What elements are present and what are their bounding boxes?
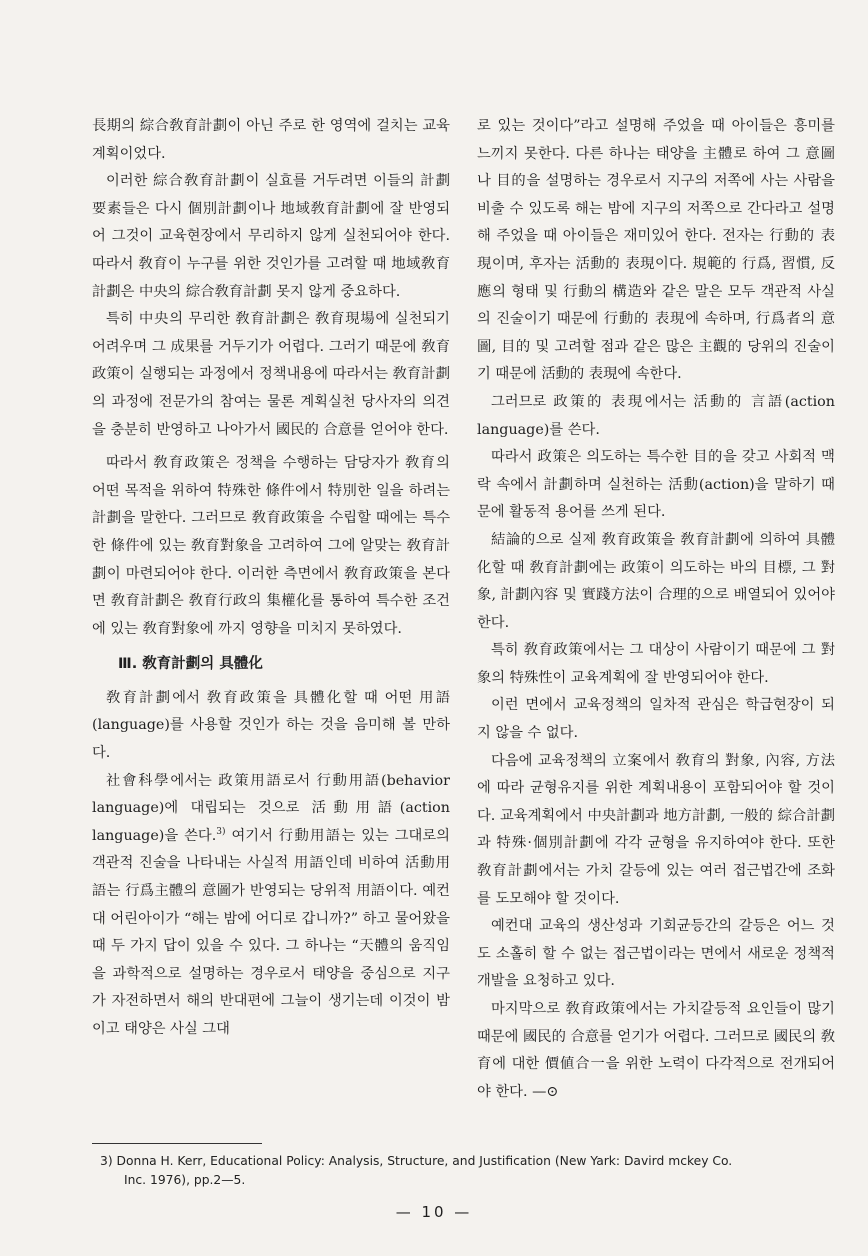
section-heading: Ⅲ. 敎育計劃의 具體化 — [118, 656, 263, 673]
left-column — [92, 113, 450, 1044]
footnote-marker: 3) — [216, 827, 226, 838]
paragraph: 특히 中央의 무리한 敎育計劃은 敎育現場에 실천되기 어려우며 그 成果를 거두기가 어렵다. 그러기 때문에 敎育政策이 실행되는 과정에서 정책내용에 따라서는 敎育計劃의 과정에 전문가의 참여는 물론 계획실천 당사자의 의견을 충분히 반영하고 나아가서 國民的 合意를 얻어야 한다. — [92, 311, 450, 438]
paragraph — [92, 768, 450, 1044]
paragraph-text: 여기서 行動用語는 있는 그대로의 객관적 진술을 나타내는 사실적 用語인데 비하여 活動用語는 行爲主體의 意圖가 반영되는 당위적 用語이다. 예컨대 어린아이가 “해는 밤에 어디로 갑니까?” 하고 물어왔을 때 두 가지 답이 있을 수 있다. 그 하나는 “天體의 움직임을 과학적으로 설명하는 경우로서 태양을 중심으로 지구가 자전하면서 해의 반대편에 그늘이 생기는데 이것이 밤이고 태양은 사실 그대 — [92, 827, 450, 1037]
right-column — [477, 113, 835, 1106]
paragraph: 이러한 綜合敎育計劃이 실효를 거두려면 이들의 計劃要素들은 다시 個別計劃이나 地域敎育計劃에 잘 반영되어 그것이 교육현장에서 무리하지 않게 실천되어야 한다. 따라서 敎育이 누구를 위한 것인가를 고려할 때 地域敎育計劃은 中央의 綜合敎育計劃 못지 않게 중요하다. — [92, 173, 450, 300]
paragraph: 예컨대 교육의 생산성과 기회균등간의 갈등은 어느 것도 소홀히 할 수 없는 접근법이라는 면에서 새로운 정책적 개발을 요청하고 있다. — [477, 918, 835, 990]
footnote — [100, 1152, 840, 1190]
paragraph: 특히 敎育政策에서는 그 대상이 사람이기 때문에 그 對象의 特殊性이 교육계획에 잘 반영되어야 한다. — [477, 642, 835, 686]
page-number: — 10 — — [395, 1203, 473, 1221]
paragraph: 이런 면에서 교육정책의 일차적 관심은 학급현장이 되지 않을 수 없다. — [477, 697, 835, 742]
paragraph: 따라서 政策은 의도하는 특수한 目的을 갖고 사회적 맥락 속에서 計劃하며 실천하는 活動(action)을 말하기 때문에 활동적 용어를 쓰게 된다. — [477, 449, 835, 521]
paragraph: 敎育計劃에서 敎育政策을 具體化할 때 어떤 用語(language)를 사용할 것인가 하는 것을 음미해 볼 만하다. — [92, 689, 450, 762]
footnote-line: 3) Donna H. Kerr, Educational Policy: Analysis, Structure, and Justification (New Yark: Davird mckey Co. — [100, 1154, 733, 1168]
paragraph: 로 있는 것이다”라고 설명해 주었을 때 아이들은 흥미를 느끼지 못한다. 다른 하나는 태양을 主體로 하여 그 意圖나 目的을 설명하는 경우로서 지구의 저쪽에 사는 사람을 비출 수 있도록 해는 밤에 지구의 저쪽으로 간다라고 설명해 주었을 때 아이들은 재미있어 한다. 전자는 行動的 表現이며, 후자는 活動的 表現이다. 規範的 行爲, 習慣, 反應의 형태 및 行動의 構造와 같은 말은 모두 객관적 사실의 진술이기 때문에 行動的 表現에 속하며, 行爲者의 意圖, 目的 및 고려할 점과 같은 많은 主觀的 당위의 진술이기 때문에 活動的 表現에 속한다. — [477, 118, 835, 383]
paragraph-text: 社會科學에서는 政策用語로서 行動用語(behavior language)에 대립되는 것으로 活動用語(action language)을 쓴다. — [92, 772, 450, 844]
paragraph: 다음에 교육정책의 立案에서 敎育의 對象, 內容, 方法에 따라 균형유지를 위한 계획내용이 포함되어야 할 것이다. 교육계획에서 中央計劃과 地方計劃, 一般的 綜合計劃과 特殊·個別計劃에 각각 균형을 유지하여야 한다. 또한 敎育計劃에서는 가치 갈등에 있는 여러 접근법간에 조화를 도모해야 할 것이다. — [477, 752, 835, 907]
paragraph: 마지막으로 敎育政策에서는 가치갈등적 요인들이 많기 때문에 國民的 合意를 얻기가 어렵다. 그러므로 國民의 敎育에 대한 價値合一을 위한 노력이 다각적으로 전개되어야 한다. —⊙ — [477, 1001, 835, 1100]
paragraph: 따라서 敎育政策은 정책을 수행하는 담당자가 敎育의 어떤 목적을 위하여 特殊한 條件에서 特別한 일을 하려는 計劃을 말한다. 그러므로 敎育政策을 수립할 때에는 특수한 條件에 있는 敎育對象을 고려하여 그에 알맞는 敎育計劃이 마련되어야 한다. 이러한 측면에서 敎育政策을 본다면 敎育計劃은 敎育行政의 集權化를 통하여 특수한 조건에 있는 敎育對象에 까지 영향을 미치지 못하였다. — [92, 455, 450, 637]
paragraph: 結論的으로 실제 敎育政策을 敎育計劃에 의하여 具體化할 때 敎育計劃에는 政策이 의도하는 바의 目標, 그 對象, 計劃內容 및 實踐方法이 合理的으로 배열되어 있어야 한다. — [477, 531, 835, 631]
paragraph: 그러므로 政策的 表現에서는 活動的 言語(action language)를 쓴다. — [477, 393, 835, 438]
footnote-line: Inc. 1976), pp.2—5. — [124, 1173, 246, 1187]
footnote-divider — [92, 1143, 262, 1144]
paragraph: 長期의 綜合敎育計劃이 아닌 주로 한 영역에 걸치는 교육계획이었다. — [92, 118, 450, 162]
